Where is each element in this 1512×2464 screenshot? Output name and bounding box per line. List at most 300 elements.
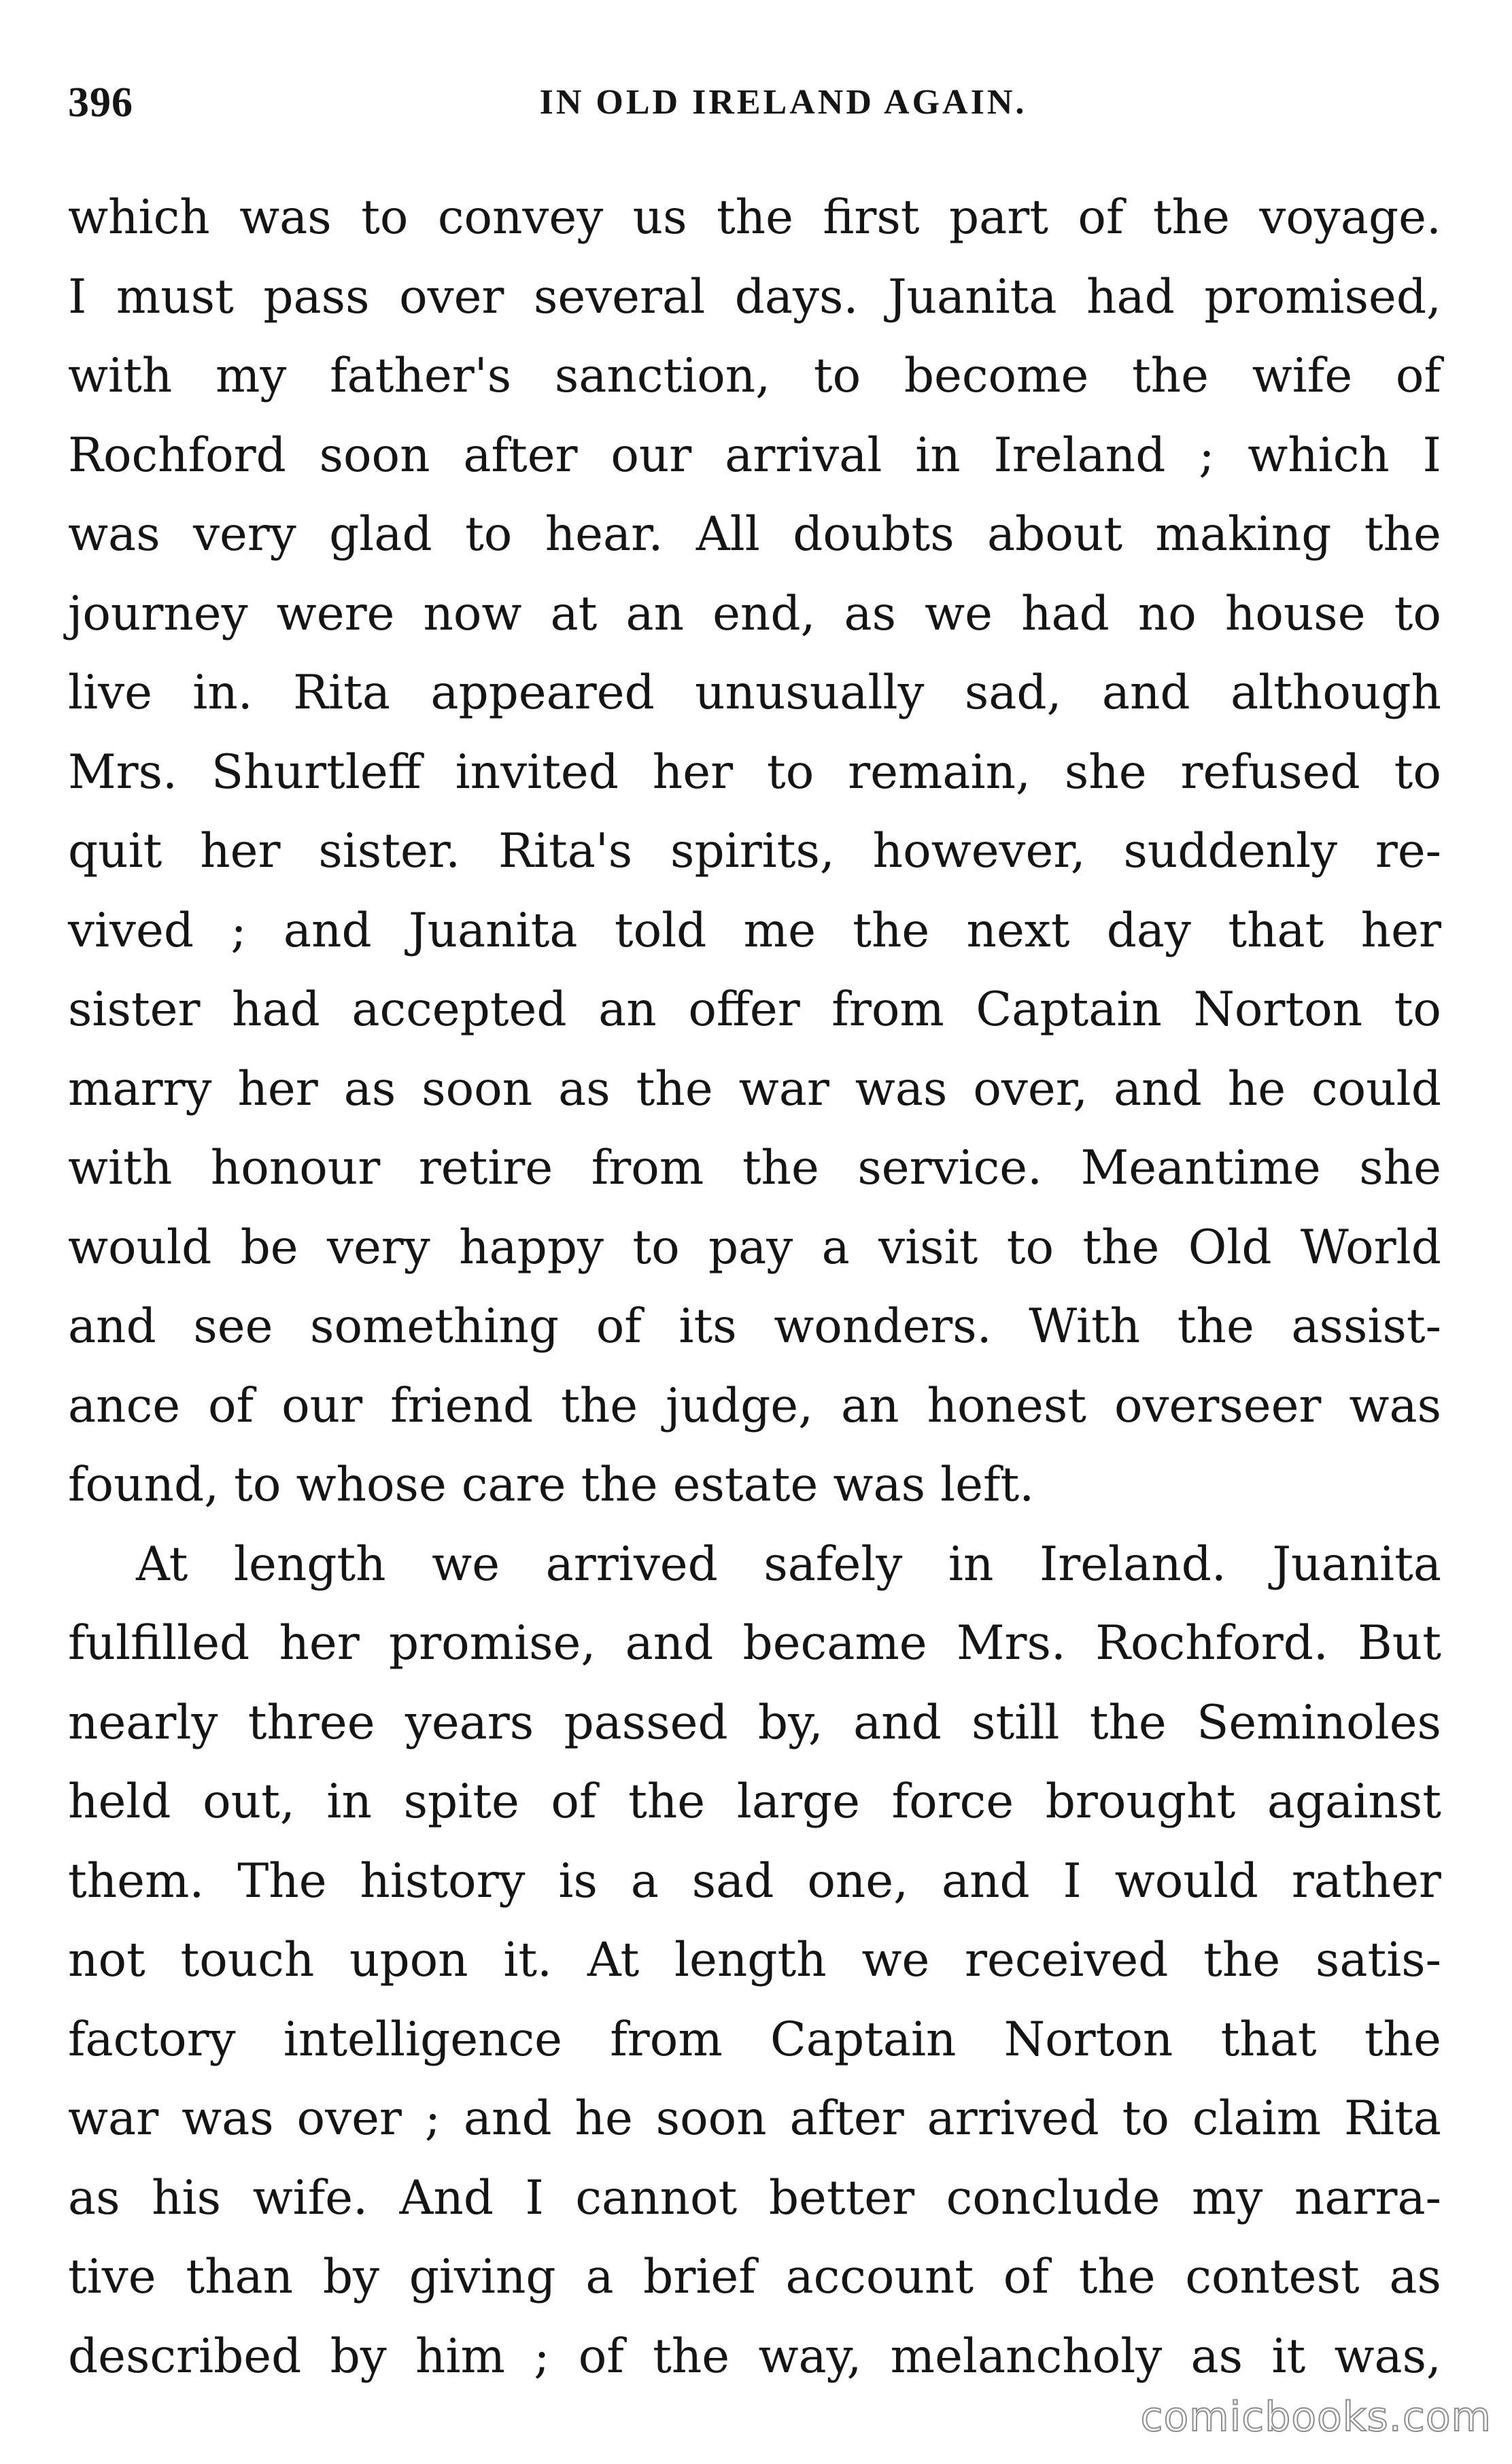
- word: was: [68, 507, 160, 562]
- word: me: [743, 903, 816, 958]
- word: we: [432, 1537, 500, 1592]
- word: to: [813, 349, 861, 403]
- word: day: [1106, 903, 1192, 958]
- word: not: [68, 1933, 145, 1987]
- word: voyage.: [1259, 190, 1441, 245]
- text-line: [68, 2238, 1441, 2317]
- word: factory: [68, 2012, 236, 2067]
- word: our: [611, 428, 692, 483]
- word: were: [276, 586, 395, 641]
- word: held: [68, 1775, 171, 1829]
- word: journey: [68, 586, 248, 641]
- word: could: [1311, 1061, 1441, 1116]
- word: I: [525, 2170, 544, 2225]
- word: the: [581, 1458, 658, 1512]
- word: after: [789, 2091, 904, 2146]
- word: upon: [349, 1933, 468, 1987]
- word: the: [1082, 1220, 1160, 1275]
- word: her: [652, 745, 734, 800]
- word: her: [237, 1061, 318, 1116]
- word: of: [1395, 349, 1441, 403]
- word: Juanita: [887, 269, 1057, 324]
- word: the: [628, 1775, 706, 1829]
- word: in: [948, 1537, 994, 1592]
- word: better: [768, 2170, 915, 2225]
- word: fulfilled: [68, 1616, 250, 1671]
- word: we: [861, 1933, 930, 1987]
- word: refused: [1180, 745, 1360, 800]
- word: us: [632, 190, 687, 245]
- word: he: [1227, 1061, 1286, 1116]
- word: melancholy: [890, 2329, 1163, 2384]
- text-line: [68, 653, 1441, 733]
- word: it.: [503, 1933, 553, 1987]
- word: invited: [455, 745, 619, 800]
- word: With: [1029, 1299, 1141, 1354]
- word: visit: [878, 1220, 978, 1275]
- word: as: [844, 586, 897, 641]
- word: to: [361, 190, 409, 245]
- word: at: [550, 586, 598, 641]
- word: years: [405, 1695, 534, 1750]
- word: something: [310, 1299, 560, 1354]
- word: suddenly: [1123, 824, 1338, 878]
- word: arrival: [725, 428, 882, 483]
- word: the: [1078, 2250, 1156, 2304]
- word: the: [1364, 2012, 1441, 2067]
- word: in: [915, 428, 961, 483]
- word: marry: [68, 1061, 212, 1116]
- word: one,: [807, 1853, 909, 1909]
- word: appeared: [430, 666, 655, 720]
- text-line: [68, 1525, 1441, 1605]
- word: to: [766, 745, 814, 800]
- word: found,: [68, 1458, 220, 1512]
- page-header: [68, 65, 1444, 140]
- word: convey: [437, 190, 604, 245]
- word: whose: [296, 1458, 447, 1512]
- word: making: [1155, 507, 1332, 562]
- word: was: [182, 2091, 274, 2146]
- word: Shurtleff: [211, 745, 422, 800]
- word: brought: [1045, 1775, 1236, 1829]
- text-line: [68, 495, 1441, 575]
- word: Rochford: [68, 428, 286, 483]
- word: she: [1064, 745, 1147, 800]
- word: sister: [68, 982, 201, 1037]
- word: At: [136, 1537, 188, 1592]
- word: my: [1192, 2170, 1263, 2225]
- word: arrived: [927, 2091, 1099, 2146]
- word: satis-: [1315, 1933, 1441, 1987]
- word: and: [941, 1853, 1030, 1909]
- word: care: [461, 1458, 566, 1512]
- word: World: [1300, 1220, 1441, 1275]
- word: narra-: [1294, 2170, 1441, 2225]
- word: rather: [1291, 1853, 1441, 1909]
- word: to: [632, 1220, 680, 1275]
- word: contest: [1185, 2250, 1360, 2304]
- word: wife: [1252, 349, 1353, 403]
- word: first: [823, 190, 920, 245]
- word: that: [1228, 903, 1324, 958]
- word: remain,: [848, 745, 1031, 800]
- word: left.: [940, 1458, 1035, 1512]
- word: was: [1349, 1378, 1441, 1433]
- word: large: [736, 1775, 860, 1829]
- word: to: [1394, 982, 1441, 1037]
- word: touch: [180, 1933, 315, 1987]
- word: the: [1203, 1933, 1281, 1987]
- word: and: [283, 903, 372, 958]
- word: which: [68, 190, 210, 245]
- text-line: [68, 258, 1441, 337]
- word: described: [68, 2329, 302, 2384]
- page-number: 396: [68, 80, 133, 126]
- word: Rita: [1344, 2091, 1441, 2146]
- word: Norton: [1193, 982, 1363, 1037]
- text-line: [68, 1367, 1441, 1446]
- watermark: comicbooks.com: [1140, 2393, 1492, 2441]
- word: sad: [691, 1853, 774, 1909]
- word: the: [742, 1141, 819, 1195]
- word: judge,: [666, 1378, 814, 1433]
- word: an: [841, 1378, 899, 1433]
- word: The: [237, 1853, 327, 1909]
- word: Mrs.: [68, 745, 177, 800]
- word: glad: [329, 507, 432, 562]
- word: was: [855, 1061, 948, 1116]
- text-line: [68, 2079, 1441, 2159]
- word: intelligence: [283, 2012, 563, 2067]
- word: Juanita: [1272, 1537, 1441, 1592]
- text-line: [68, 1050, 1441, 1129]
- word: length: [233, 1537, 386, 1592]
- word: to: [234, 1458, 281, 1512]
- word: pay: [708, 1220, 793, 1275]
- word: its: [678, 1299, 737, 1354]
- word: very: [326, 1220, 430, 1275]
- word: was: [833, 1458, 926, 1512]
- word: received: [965, 1933, 1169, 1987]
- word: by: [322, 2250, 379, 2304]
- word: to: [465, 507, 513, 562]
- text-line: [68, 1445, 1441, 1525]
- word: him: [415, 2329, 505, 2384]
- word: overseer: [1114, 1378, 1322, 1433]
- word: the: [1177, 1299, 1254, 1354]
- word: honour: [210, 1141, 381, 1195]
- word: days.: [734, 269, 859, 324]
- word: three: [247, 1695, 375, 1750]
- word: next: [966, 903, 1070, 958]
- word: and: [1101, 666, 1190, 720]
- word: At: [587, 1933, 640, 1987]
- word: promise,: [388, 1616, 596, 1671]
- word: told: [614, 903, 707, 958]
- word: live: [68, 666, 152, 720]
- word: them.: [68, 1853, 205, 1909]
- word: sanction,: [554, 349, 771, 403]
- word: her: [200, 824, 281, 878]
- word: than: [186, 2250, 294, 2304]
- word: friend: [390, 1378, 534, 1433]
- word: to: [1006, 1220, 1054, 1275]
- word: the: [1131, 349, 1209, 403]
- word: the: [853, 903, 930, 958]
- word: safely: [763, 1537, 903, 1592]
- word: honest: [927, 1378, 1087, 1433]
- word: out,: [203, 1775, 295, 1829]
- word: to: [1122, 2091, 1169, 2146]
- word: had: [1021, 586, 1110, 641]
- word: the: [1152, 190, 1230, 245]
- word: unusually: [695, 666, 925, 720]
- word: of: [578, 2329, 624, 2384]
- word: account: [785, 2250, 974, 2304]
- text-line: [68, 1129, 1441, 1208]
- word: was,: [1334, 2329, 1441, 2384]
- body-text: [68, 178, 1441, 2396]
- word: which: [1248, 428, 1390, 483]
- word: and: [463, 2091, 552, 2146]
- word: he: [574, 2091, 633, 2146]
- word: over: [296, 2091, 402, 2146]
- word: Captain: [770, 2012, 957, 2067]
- text-line: [68, 1762, 1441, 1842]
- word: brief: [643, 2250, 756, 2304]
- word: giving: [409, 2250, 556, 2304]
- word: nearly: [68, 1695, 218, 1750]
- text-line: [68, 2317, 1441, 2397]
- word: soon: [655, 2091, 767, 2146]
- running-head: IN OLD IRELAND AGAIN.: [539, 83, 1027, 122]
- word: house: [1224, 586, 1366, 641]
- text-line: [68, 575, 1441, 654]
- word: soon: [422, 1061, 533, 1116]
- word: in: [326, 1775, 372, 1829]
- word: still: [972, 1695, 1060, 1750]
- word: with: [68, 1141, 173, 1195]
- text-line: [68, 1208, 1441, 1288]
- word: our: [281, 1378, 363, 1433]
- word: pass: [263, 269, 370, 324]
- word: however,: [872, 824, 1086, 878]
- word: from: [591, 1141, 704, 1195]
- word: offer: [688, 982, 800, 1037]
- word: doubts: [793, 507, 955, 562]
- word: Rita: [293, 666, 390, 720]
- word: Rochford.: [1095, 1616, 1328, 1671]
- word: estate: [672, 1458, 819, 1512]
- word: a: [585, 2250, 614, 2304]
- word: the: [653, 2329, 730, 2384]
- word: in.: [192, 666, 253, 720]
- word: as: [1190, 2329, 1243, 2384]
- word: as: [1389, 2250, 1441, 2304]
- word: Norton: [1003, 2012, 1173, 2067]
- word: her: [1360, 903, 1441, 958]
- word: about: [987, 507, 1123, 562]
- word: an: [598, 982, 657, 1037]
- word: and: [625, 1616, 714, 1671]
- word: we: [925, 586, 993, 641]
- word: soon: [319, 428, 430, 483]
- word: no: [1137, 586, 1197, 641]
- word: wife.: [252, 2170, 368, 2225]
- text-line: [68, 1842, 1441, 1921]
- word: would: [1114, 1853, 1258, 1909]
- word: accepted: [351, 982, 567, 1037]
- word: cannot: [575, 2170, 738, 2225]
- word: as: [343, 1061, 396, 1116]
- word: arrived: [545, 1537, 718, 1592]
- text-line: [68, 178, 1441, 258]
- word: ;: [230, 903, 247, 958]
- word: happy: [459, 1220, 604, 1275]
- word: that: [1220, 2012, 1317, 2067]
- word: ;: [534, 2329, 550, 2384]
- word: of: [551, 1775, 597, 1829]
- word: spite: [403, 1775, 519, 1829]
- word: All: [695, 507, 760, 562]
- word: by: [330, 2329, 387, 2384]
- text-line: [68, 1921, 1441, 2000]
- word: is: [558, 1853, 598, 1909]
- text-line: [68, 812, 1441, 891]
- word: Rita's: [498, 824, 633, 878]
- word: service.: [857, 1141, 1043, 1195]
- word: and: [68, 1299, 156, 1354]
- word: the: [1364, 507, 1441, 562]
- word: Ireland: [993, 428, 1166, 483]
- word: and: [853, 1695, 942, 1750]
- word: very: [192, 507, 296, 562]
- word: although: [1230, 666, 1441, 720]
- text-line: [68, 2000, 1441, 2080]
- word: Ireland.: [1039, 1537, 1226, 1592]
- word: as: [558, 1061, 611, 1116]
- word: force: [891, 1775, 1014, 1829]
- word: by,: [757, 1695, 823, 1750]
- word: ;: [1199, 428, 1215, 483]
- word: the: [561, 1378, 638, 1433]
- word: now: [423, 586, 522, 641]
- word: part: [948, 190, 1048, 245]
- word: as: [68, 2170, 120, 2225]
- word: his: [152, 2170, 222, 2225]
- word: conclude: [946, 2170, 1161, 2225]
- word: ;: [424, 2091, 441, 2146]
- word: against: [1267, 1775, 1441, 1829]
- word: a: [821, 1220, 850, 1275]
- word: had: [232, 982, 320, 1037]
- word: became: [742, 1616, 927, 1671]
- word: she: [1359, 1141, 1441, 1195]
- text-line: [68, 337, 1441, 416]
- word: vived: [68, 903, 194, 958]
- word: I: [68, 269, 87, 324]
- word: Mrs.: [956, 1616, 1066, 1671]
- word: of: [1078, 190, 1124, 245]
- word: from: [610, 2012, 723, 2067]
- word: promised,: [1204, 269, 1441, 324]
- text-line: [68, 970, 1441, 1050]
- word: over,: [973, 1061, 1088, 1116]
- word: to: [1394, 586, 1441, 641]
- word: sad,: [964, 666, 1062, 720]
- text-line: [68, 1683, 1441, 1763]
- word: But: [1358, 1616, 1441, 1671]
- word: father's: [330, 349, 512, 403]
- text-line: [68, 416, 1441, 496]
- word: hear.: [545, 507, 664, 562]
- word: over: [399, 269, 504, 324]
- text-line: [68, 2159, 1441, 2238]
- word: was: [239, 190, 332, 245]
- text-line: [68, 891, 1441, 971]
- word: and: [1114, 1061, 1202, 1116]
- word: would: [68, 1220, 212, 1275]
- word: a: [630, 1853, 659, 1909]
- text-line: [68, 1604, 1441, 1683]
- word: spirits,: [670, 824, 835, 878]
- word: I: [1422, 428, 1441, 483]
- word: war: [68, 2091, 159, 2146]
- word: the: [716, 190, 793, 245]
- word: of: [208, 1378, 254, 1433]
- word: war: [738, 1061, 829, 1116]
- word: end,: [712, 586, 816, 641]
- word: after: [463, 428, 578, 483]
- word: several: [533, 269, 706, 324]
- word: retire: [418, 1141, 553, 1195]
- word: become: [904, 349, 1089, 403]
- word: assist-: [1291, 1299, 1441, 1354]
- word: from: [831, 982, 944, 1037]
- word: Juanita: [408, 903, 578, 958]
- text-line: [68, 733, 1441, 812]
- word: my: [215, 349, 287, 403]
- word: tive: [68, 2250, 156, 2304]
- word: be: [240, 1220, 298, 1275]
- word: ance: [68, 1378, 181, 1433]
- word: must: [116, 269, 234, 324]
- word: Meantime: [1080, 1141, 1321, 1195]
- word: Captain: [976, 982, 1162, 1037]
- word: I: [1063, 1853, 1082, 1909]
- word: passed: [564, 1695, 728, 1750]
- word: the: [636, 1061, 713, 1116]
- word: of: [596, 1299, 642, 1354]
- word: way,: [758, 2329, 862, 2384]
- word: had: [1086, 269, 1175, 324]
- word: claim: [1192, 2091, 1322, 2146]
- word: her: [279, 1616, 360, 1671]
- word: the: [1089, 1695, 1167, 1750]
- word: And: [399, 2170, 494, 2225]
- word: of: [1003, 2250, 1049, 2304]
- word: quit: [68, 824, 162, 878]
- word: to: [1394, 745, 1441, 800]
- word: re-: [1375, 824, 1441, 878]
- word: see: [193, 1299, 273, 1354]
- word: an: [625, 586, 685, 641]
- word: with: [68, 349, 173, 403]
- word: it: [1271, 2329, 1306, 2384]
- word: Seminoles: [1197, 1695, 1441, 1750]
- word: Old: [1188, 1220, 1272, 1275]
